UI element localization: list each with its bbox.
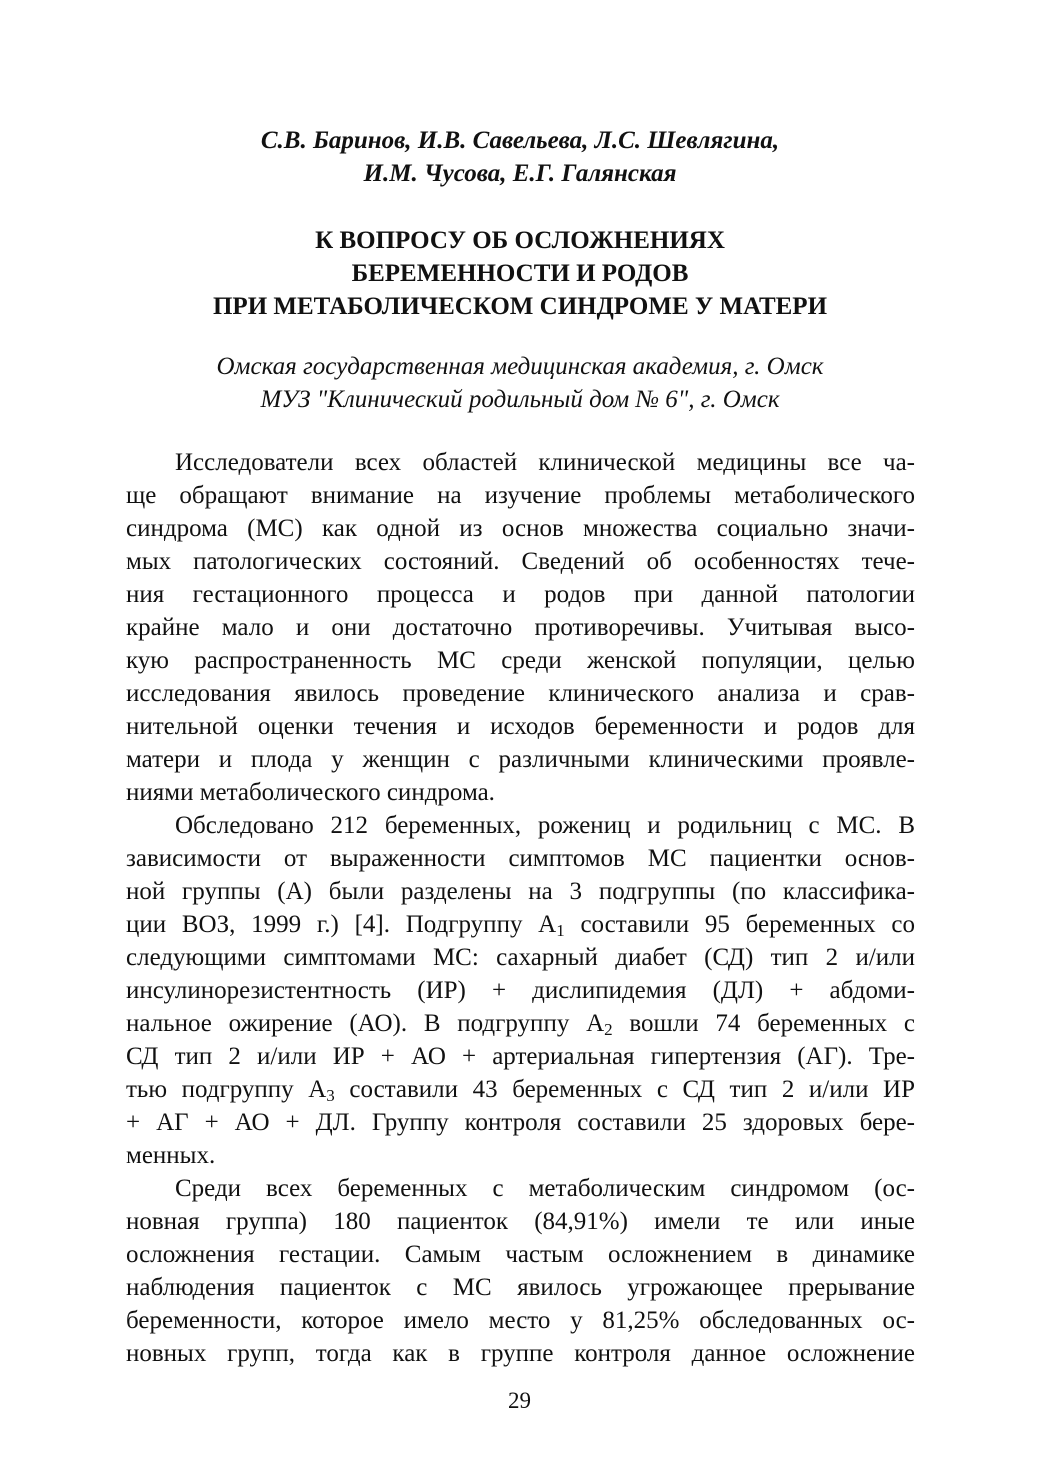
text-line: инсулинорезистентность (ИР) + дислипидемия (ДЛ) + абдоми- (126, 977, 915, 1004)
text-line: исследования явилось проведение клинического анализа и срав- (126, 680, 915, 707)
text-line: беременности, которое имело место у 81,25% обследованных ос- (126, 1307, 915, 1334)
text-line: Исследователи всех областей клинической медицины все ча- (175, 449, 915, 476)
title-line: ПРИ МЕТАБОЛИЧЕСКОМ СИНДРОМЕ У МАТЕРИ (212, 293, 828, 320)
text-line: Среди всех беременных с метаболическим синдромом (ос- (175, 1175, 915, 1202)
text-line: осложнения гестации. Самым частым осложнением в динамике (126, 1241, 915, 1268)
text-line: следующими симптомами МС: сахарный диабет (СД) тип 2 и/или (126, 944, 915, 971)
text-segment: тью подгруппу А (126, 1076, 327, 1103)
text-line: матери и плода у женщин с различными клиническими проявле- (126, 746, 915, 773)
article-title (110, 224, 930, 323)
text-line: крайне мало и они достаточно противоречивы. Учитывая высо- (126, 614, 915, 641)
text-line: + АГ + АО + ДЛ. Группу контроля составили 25 здоровых бере- (126, 1109, 915, 1136)
affiliation-line: МУЗ "Клинический родильный дом № 6", г. Омск (260, 386, 780, 413)
text-line: мых патологических состояний. Сведений об особенностях тече- (126, 548, 915, 575)
text-line: кую распространенность МС среди женской популяции, целью (126, 647, 915, 674)
paragraph-1 (126, 446, 915, 809)
text-line: зависимости от выраженности симптомов МС пациентки основ- (126, 845, 915, 872)
paragraph-2 (126, 809, 915, 1172)
text-line (126, 908, 915, 941)
title-line: БЕРЕМЕННОСТИ И РОДОВ (351, 260, 689, 287)
authors-line: С.В. Баринов, И.В. Савельева, Л.С. Шевлягина, (260, 127, 780, 154)
text-line: Обследовано 212 беременных, рожениц и родильниц с МС. В (175, 812, 915, 839)
article-body (126, 446, 915, 1370)
authors-line: И.М. Чусова, Е.Г. Галянская (363, 160, 677, 187)
text-line: наблюдения пациенток с МС явилось угрожающее прерывание (126, 1274, 915, 1301)
affiliation-line: Омская государственная медицинская академия, г. Омск (216, 353, 824, 380)
text-segment: вошли 74 беременных с (612, 1010, 915, 1037)
text-line: менных. (126, 1142, 216, 1169)
text-segment: составили 43 беременных с СД тип 2 и/или ИР (334, 1076, 915, 1103)
text-line: новная группа) 180 пациенток (84,91%) имели те или иные (126, 1208, 915, 1235)
text-line: ной группы (А) были разделены на 3 подгруппы (по классифика- (126, 878, 915, 905)
text-line: нительной оценки течения и исходов беременности и родов для (126, 713, 915, 740)
text-line: синдрома (МС) как одной из основ множества социально значи- (126, 515, 915, 542)
text-line: ния гестационного процесса и родов при данной патологии (126, 581, 915, 608)
page-number: 29 (508, 1388, 531, 1413)
affiliations (110, 350, 930, 416)
title-line: К ВОПРОСУ ОБ ОСЛОЖНЕНИЯХ (315, 227, 725, 254)
text-line (126, 1007, 915, 1040)
text-segment: ции ВОЗ, 1999 г.) [4]. Подгруппу А (126, 911, 557, 938)
text-segment: составили 95 беременных со (564, 911, 915, 938)
text-line (126, 1073, 915, 1106)
subscript: 1 (556, 921, 565, 940)
authors (120, 124, 920, 190)
text-line: ниями метаболического синдрома. (126, 779, 495, 806)
subscript: 3 (326, 1086, 335, 1105)
text-line: новных групп, тогда как в группе контроля данное осложнение (126, 1340, 915, 1367)
text-segment: нальное ожирение (АО). В подгруппу А (126, 1010, 605, 1037)
paragraph-3 (126, 1172, 915, 1370)
text-line: ще обращают внимание на изучение проблемы метаболического (126, 482, 915, 509)
text-line: СД тип 2 и/или ИР + АО + артериальная гипертензия (АГ). Тре- (126, 1043, 915, 1070)
subscript: 2 (604, 1020, 613, 1039)
